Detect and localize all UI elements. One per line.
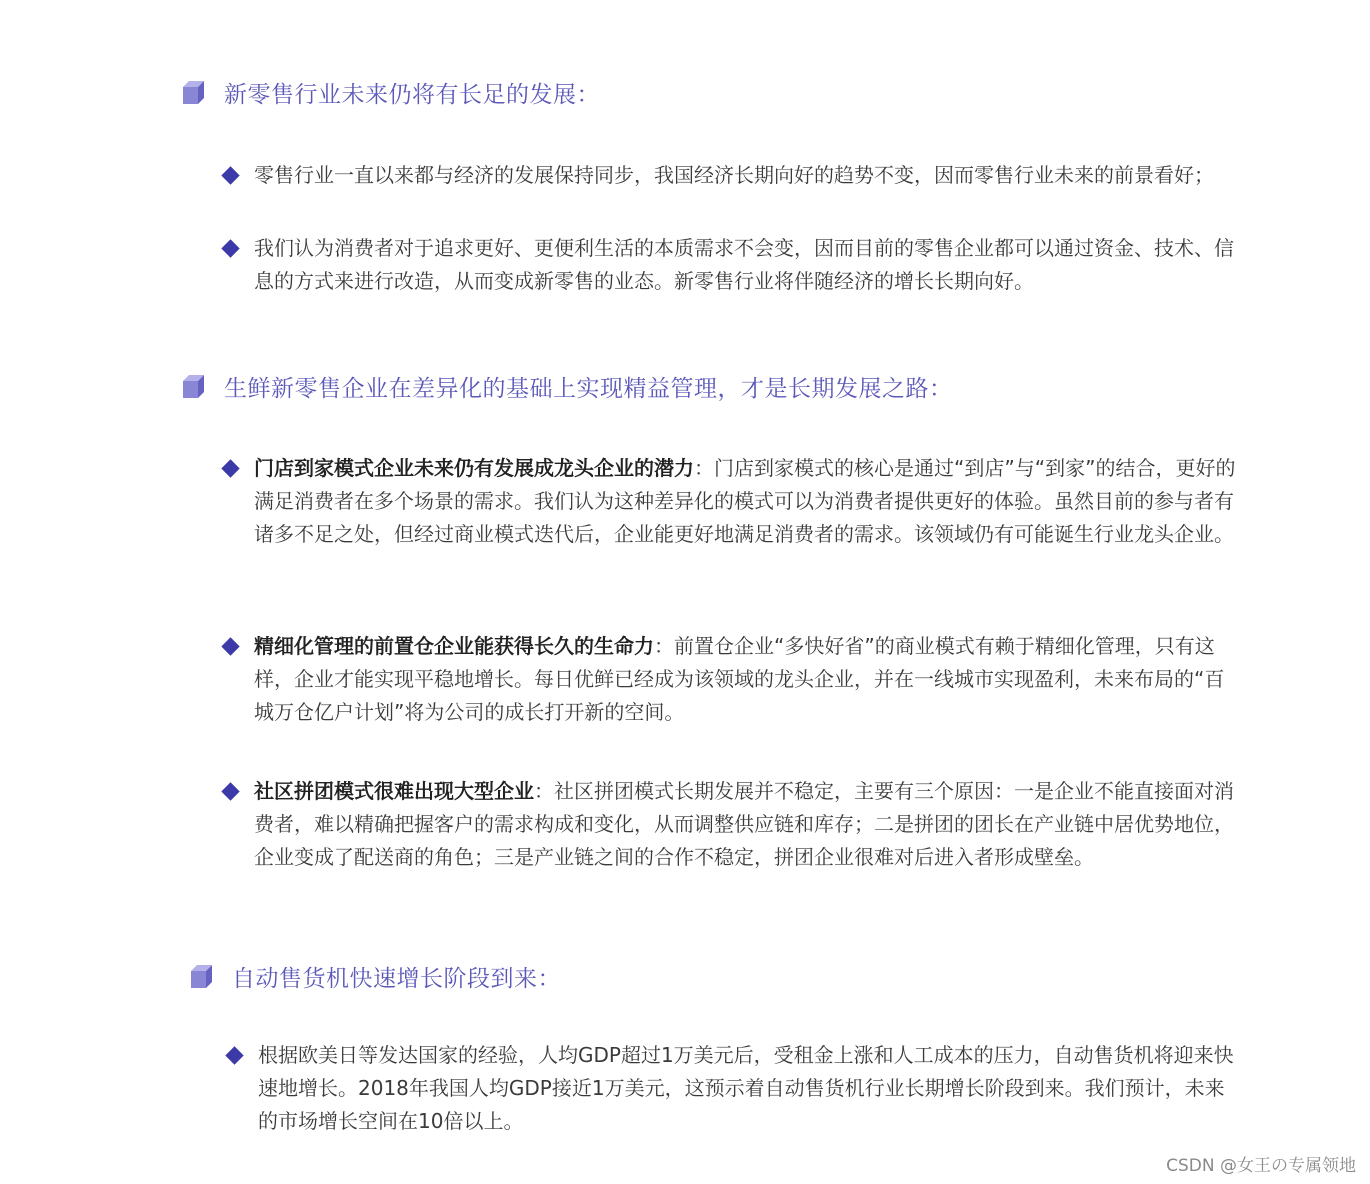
bullet-text: 我们认为消费者对于追求更好、更便利生活的本质需求不会变，因而目前的零售企业都可以通过资金、技术、信息的方式来进行改造，从而变成新零售的业态。新零售行业将伴随经济的增长长期向好。: [254, 236, 1234, 293]
bullet-text: ：社区拼团模式长期发展并不稳定，主要有三个原因：一是企业不能直接面对消费者，难以精确把握客户的需求构成和变化，从而调整供应链和库存；二是拼团的团长在产业链中居优势地位，企业变成了配送商的角色；三是产业链之间的合作不稳定，拼团企业很难对后进入者形成壁垒。: [254, 779, 1234, 869]
list-item: [254, 159, 1239, 192]
bullet-text: ：门店到家模式的核心是通过“到店”与“到家”的结合，更好的满足消费者在多个场景的需求。我们认为这种差异化的模式可以为消费者提供更好的体验。虽然目前的参与者有诸多不足之处，但经过商业模式迭代后，企业能更好地满足消费者的需求。该领域仍有可能诞生行业龙头企业。: [254, 456, 1236, 546]
section-title: 自动售货机快速增长阶段到来：: [232, 966, 561, 992]
list-item: [254, 232, 1239, 298]
bullet-text: ：前置仓企业“多快好省”的商业模式有赖于精细化管理，只有这样，企业才能实现平稳地增长。每日优鲜已经成为该领域的龙头企业，并在一线城市实现盈利，未来布局的“百城万仓亿户计划”将为公司的成长打开新的空间。: [254, 634, 1225, 724]
section-heading-2: [179, 370, 953, 403]
purple-cube-icon: [179, 79, 206, 106]
bullet-diamond-icon: [221, 782, 239, 800]
list-item: [258, 1039, 1243, 1138]
purple-cube-icon: [179, 373, 206, 400]
section-heading-3: [187, 960, 561, 993]
purple-cube-icon: [187, 963, 214, 990]
bullet-text: 根据欧美日等发达国家的经验，人均GDP超过1万美元后，受租金上涨和人工成本的压力，自动售货机将迎来快速地增长。2018年我国人均GDP接近1万美元，这预示着自动售货机行业长期增长阶段到来。我们预计，未来的市场增长空间在10倍以上。: [258, 1043, 1234, 1133]
watermark: CSDN @女王の专属领地: [1166, 1156, 1356, 1176]
bullet-bold-lead: 门店到家模式企业未来仍有发展成龙头企业的潜力: [254, 456, 694, 480]
bullet-bold-lead: 精细化管理的前置仓企业能获得长久的生命力: [254, 634, 654, 658]
list-item: [254, 775, 1239, 874]
list-item: [254, 630, 1239, 729]
section-title: 新零售行业未来仍将有长足的发展：: [224, 82, 600, 108]
section-heading-1: [179, 76, 600, 109]
bullet-diamond-icon: [221, 459, 239, 477]
bullet-diamond-icon: [221, 239, 239, 257]
bullet-diamond-icon: [221, 637, 239, 655]
bullet-text: 零售行业一直以来都与经济的发展保持同步，我国经济长期向好的趋势不变，因而零售行业未来的前景看好；: [254, 163, 1214, 187]
bullet-diamond-icon: [225, 1046, 243, 1064]
bullet-diamond-icon: [221, 166, 239, 184]
bullet-bold-lead: 社区拼团模式很难出现大型企业: [254, 779, 534, 803]
section-title: 生鲜新零售企业在差异化的基础上实现精益管理，才是长期发展之路：: [224, 376, 953, 402]
list-item: [254, 452, 1239, 551]
